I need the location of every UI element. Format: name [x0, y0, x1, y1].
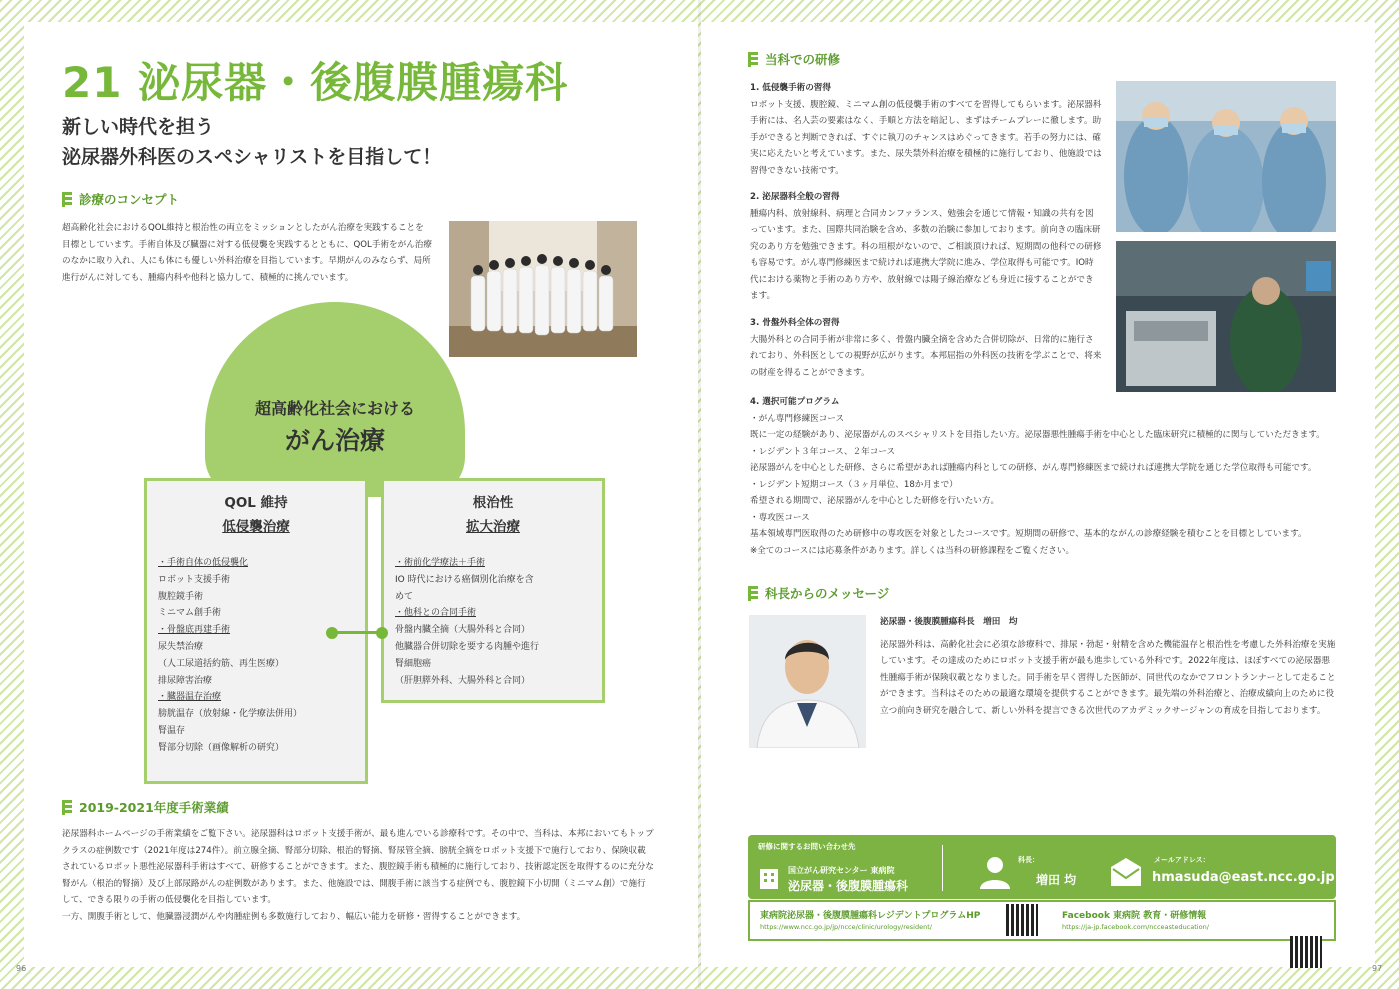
- section-mark-icon: [62, 800, 72, 815]
- program-line: 泌尿器がんを中心とした研修、さらに希望があれば腫瘍内科としての研修、がん専門修練医まで続ければ連携大学院を通じた学位取得も可能です。: [750, 463, 1317, 473]
- training-section-2: 2. 泌尿器科全般の習得 腫瘍内科、放射線科、病理と合同カンファランス、勉強会を通じて情報・知識の共有を図っています。また、国際共同治験を含め、多数の治験に参加しております。前向きの臨床研究のあり方を勉強できます。科の垣根がないので、ご相談頂ければ、短期間の他科での研修も容易です。がん専門修練医まで続ければ連携大学院に進み、学位取得も可能です。IO時代における薬物と手術のあり方や、放射線では陽子線治療なども身近に接することができます。: [750, 192, 1102, 301]
- program-line: ・専攻医コース: [750, 512, 810, 523]
- team-photo: [449, 221, 637, 357]
- qol-box-list: [158, 555, 365, 757]
- surgery-photo-2: [1116, 241, 1336, 392]
- link-2-url[interactable]: https://ja-jp.facebook.com/ncceasteducation/: [1062, 923, 1209, 931]
- message-text: 泌尿器外科は、高齢化社会に必須な診療科で、排尿・勃起・射精を含めた機能温存と根治性を考慮した外科治療を実施しています。その達成のためにロボット支援手術が最も進歩している外科です。2022年度は、ほぼすべての泌尿器悪性腫瘍手術が保険収載となりました。同手術を早く習得した医師が、同世代のなかでフロントランナーとして走ることができます。当科はそのための最適な環境を提供することができます。最先端の外科治療と、治療成績向上のために役立つ前向き研究を融合して、新しい外科を提言できる次世代のアカデミックサージャンの育成を目指しております。: [880, 639, 1336, 716]
- divider: [942, 845, 943, 891]
- list-item: IO 時代における癌個別化治療を含: [395, 574, 534, 585]
- radical-box: [381, 478, 605, 703]
- director-photo: [749, 615, 866, 748]
- list-item: めて: [395, 591, 414, 602]
- list-item: 尿失禁治療: [158, 641, 204, 652]
- subtitle-line-2: 泌尿器外科医のスペシャリストを目指して！: [62, 146, 442, 168]
- circle-text: [205, 396, 465, 457]
- list-item: 腎細胞癌: [395, 658, 432, 669]
- program-line: 既に一定の経験があり、泌尿器がんのスペシャリストを目指したい方。泌尿器悪性腫瘍手術を中心とした臨床研究に積極的に関与していただきます。: [750, 430, 1325, 440]
- person-icon: [978, 855, 1012, 889]
- concept-text: 超高齢化社会におけるQOL維持と根治性の両立をミッションとしたがん治療を実践することを目標としています。手術自体及び臓器に対する低侵襲を実践するとともに、QOL手術をがん治療のなかに取り入れ、人にも体にも優しい外科治療を目指しています。早期がんのみならず、局所進行がんに対しても、腫瘍内科や他科と協力して、積極的に挑んでいます。: [62, 223, 432, 283]
- list-item: ・手術自体の低侵襲化: [158, 558, 249, 568]
- results-heading: 2019-2021年度手術業績: [62, 798, 229, 816]
- list-item: （肝胆膵外科、大腸外科と合同）: [395, 675, 531, 686]
- list-item: 骨盤内臓全摘（大腸外科と合同）: [395, 625, 531, 636]
- link-2-title[interactable]: Facebook 東病院 教育・研修情報: [1062, 911, 1207, 921]
- circle-big-text: がん治療: [284, 426, 385, 455]
- qol-box-subtitle: 低侵襲治療: [222, 519, 290, 535]
- qr-code-icon: [1290, 936, 1322, 968]
- list-item: ・術前化学療法＋手術: [395, 558, 486, 568]
- hospital-icon: [758, 865, 780, 889]
- list-item: ロボット支援手術: [158, 574, 231, 585]
- training-section-1: 1. 低侵襲手術の習得 ロボット支援、腹腔鏡、ミニマム創の低侵襲手術のすべてを習得してもらいます。泌尿器科手術には、名人芸の要素はなく、手順と方法を暗記し、まずはチームプレーに徹します。助手ができると判断できれば、すぐに執刀のチャンスはめぐってきます。若手の努力には、確実に応えたいと考えています。また、尿失禁外科治療を積極的に施行しており、他施設では習得できない技術です。: [750, 83, 1102, 176]
- list-item: 腎部分切除（画像解析の研究）: [158, 742, 285, 753]
- contact-label: 研修に関するお問い合わせ先: [758, 842, 856, 851]
- list-item: 腎温存: [158, 725, 186, 736]
- list-item: 腹腔鏡手術: [158, 591, 204, 602]
- list-item: ・骨盤底再建手術: [158, 625, 231, 636]
- connector-dot-right: [376, 627, 388, 639]
- training-section-3: 3. 骨盤外科全体の習得 大腸外科との合同手術が非常に多く、骨盤内臓全摘を含めた合併切除が、日常的に施行されており、外科医としての視野が広がります。本邦屈指の外科医の技術を学ぶことで、将来の財産を得ることができます。: [750, 318, 1102, 378]
- qr-code-icon: [1006, 904, 1038, 936]
- director-name: 泌尿器・後腹膜腫瘍科長 増田 均: [880, 617, 1018, 627]
- subtitle-line-1: 新しい時代を担う: [62, 116, 215, 138]
- surgery-photo-1: [1116, 81, 1336, 232]
- contact-email[interactable]: hmasuda@east.ncc.go.jp: [1152, 870, 1335, 885]
- page-number-right: 97: [1372, 964, 1383, 973]
- contact-org: 国立がん研究センター 東病院: [788, 866, 895, 875]
- message-body: [880, 614, 1336, 719]
- program-line: ・レジデント短期コース（３ヶ月単位、18か月まで）: [750, 479, 958, 490]
- links-box: [748, 900, 1336, 941]
- program-line: 希望される期間で、泌尿器がんを中心とした研修を行いたい方。: [750, 496, 1000, 506]
- results-text: 泌尿器科ホームページの手術業績をご覧下さい。泌尿器科はロボット支援手術が、最も進んでいる診療科です。その中で、当科は、本邦においてもトップクラスの症例数です（2021年度は274件）。前立腺全摘、腎部分切除、根治的腎摘、腎尿管全摘、膀胱全摘をロボット支援下で施行しており、保険収載されているロボット悪性泌尿器科手術はすべて、研修することができます。また、腹腔鏡手術も積極的に施行しており、技術認定医を取得するのに充分な腎がん（根治的腎摘）及び上部尿路がんの症例数があります。また、他施設では、開腹手術に該当する症例でも、腹腔鏡下小切開（ミニマム創）で施行して、できる限りの手術の低侵襲化を目指しています。 一方、開腹手術として、他臓器浸潤がんや肉腫症例も多数施行しており、幅広い能力を研修・習得することができます。: [62, 829, 654, 922]
- contact-person: 増田 均: [1036, 873, 1077, 887]
- page-title: 21 泌尿器・後腹膜腫瘍科: [62, 58, 569, 107]
- list-item: ・他科との合同手術: [395, 608, 477, 619]
- section-mark-icon: [748, 586, 758, 601]
- gutter: [698, 0, 701, 989]
- mail-icon: [1110, 857, 1142, 887]
- list-item: 他臓器合併切除を要する肉腫や進行: [395, 641, 540, 652]
- program-line: ※全てのコースには応募条件があります。詳しくは当科の研修課程をご覧ください。: [750, 545, 1075, 556]
- training-heading: 当科での研修: [748, 50, 840, 68]
- page-number-left: 96: [16, 964, 27, 973]
- contact-mail-label: メールアドレス：: [1154, 856, 1210, 864]
- radical-box-list: [395, 555, 602, 689]
- program-line: ・レジデント３年コース、２年コース: [750, 446, 896, 457]
- link-1-url[interactable]: https://www.ncc.go.jp/jp/ncce/clinic/urology/resident/: [760, 923, 932, 931]
- contact-box: [748, 835, 1336, 899]
- section-mark-icon: [748, 52, 758, 67]
- list-item: 膀胱温存（放射線・化学療法併用）: [158, 709, 303, 720]
- list-item: ミニマム創手術: [158, 608, 222, 619]
- training-section-4: 4. 選択可能プログラム ・がん専門修練医コース 既に一定の経験があり、泌尿器がんのスペシャリストを目指したい方。泌尿器悪性腫瘍手術を中心とした臨床研究に積極的に関与していただきます。 ・レジデント３年コース、２年コース 泌尿器がんを中心とした研修、さらに希望があれば腫瘍内科としての研修、がん専門修練医まで続ければ連携大学院を通じた学位取得も可能です。 ・レジデント短期コース（３ヶ月単位、18か月まで） 希望される期間で、泌尿器がんを中心とした研修を行いたい方。 ・専攻医コース 基本領域専門医取得のため研修中の専攻医を対象としたコースです。短期間の研修で、基本的ながんの診療経験を積むことを目標としています。 ※全てのコースには応募条件があります。詳しくは当科の研修課程をご覧ください。: [750, 394, 1340, 559]
- list-item: 排尿障害治療: [158, 675, 213, 686]
- program-line: 基本領域専門医取得のため研修中の専攻医を対象としたコースです。短期間の研修で、基本的ながんの診療経験を積むことを目標としています。: [750, 529, 1307, 539]
- connector-dot-left: [326, 627, 338, 639]
- program-line: ・がん専門修練医コース: [750, 413, 845, 424]
- section-mark-icon: [62, 192, 72, 207]
- subtitle: [62, 112, 441, 172]
- list-item: ・臓器温存治療: [158, 692, 222, 703]
- contact-person-label: 科長：: [1018, 856, 1039, 864]
- circle-small-text: 超高齢化社会における: [254, 399, 415, 418]
- message-heading: 科長からのメッセージ: [748, 584, 889, 602]
- qol-box-title: QOL 維持: [224, 495, 288, 511]
- radical-box-title: 根治性: [472, 495, 514, 511]
- radical-box-subtitle: 拡大治療: [466, 519, 520, 535]
- concept-heading: 診療のコンセプト: [62, 190, 179, 208]
- list-item: （人工尿道括約筋、再生医療）: [158, 658, 285, 669]
- link-1-title[interactable]: 東病院泌尿器・後腹膜腫瘍科レジデントプログラムHP: [760, 911, 981, 921]
- contact-dept: 泌尿器・後腹膜腫瘍科: [788, 879, 909, 893]
